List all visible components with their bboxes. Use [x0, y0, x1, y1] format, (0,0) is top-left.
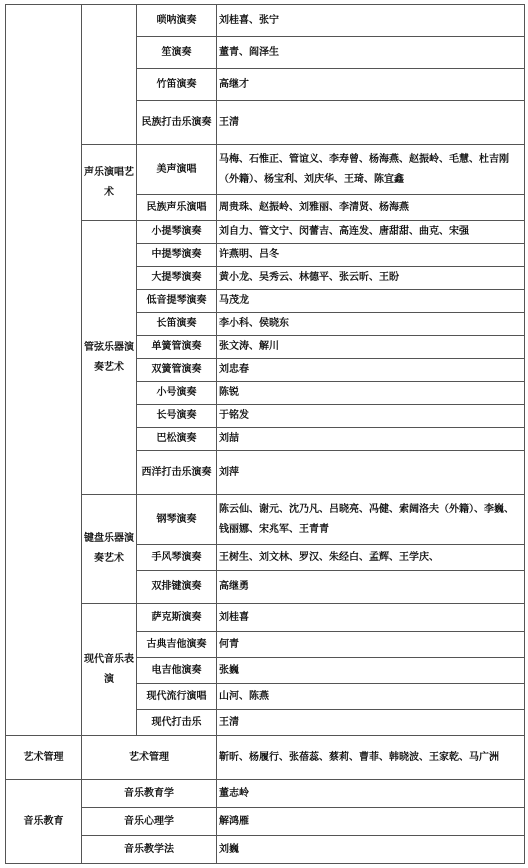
faculty-table	[5, 4, 525, 864]
sub-direction: 古典吉他演奏	[137, 632, 217, 658]
faculty-names: 黄小龙、吴秀云、林德平、张云昕、王盼	[217, 267, 525, 290]
faculty-names: 何青	[217, 632, 525, 658]
faculty-names: 解鸿雁	[217, 808, 525, 836]
faculty-names: 靳昕、杨履行、张蓓蕊、蔡莉、曹菲、韩晓波、王家乾、马广洲	[217, 736, 525, 780]
faculty-names: 高继勇	[217, 571, 525, 604]
faculty-names: 刘萍	[217, 451, 525, 495]
table-row	[6, 145, 525, 195]
table-row	[6, 604, 525, 632]
sub-direction: 双簧管演奏	[137, 359, 217, 382]
table-row	[6, 780, 525, 808]
faculty-names: 陈锐	[217, 382, 525, 405]
sub-direction: 现代流行演唱	[137, 684, 217, 710]
sub-direction: 单簧管演奏	[137, 336, 217, 359]
table-row	[6, 495, 525, 545]
faculty-names: 周贵珠、赵振岭、刘雅丽、李清贤、杨海燕	[217, 195, 525, 221]
faculty-names: 刘桂喜	[217, 604, 525, 632]
table-row	[6, 736, 525, 780]
faculty-names: 刘巍	[217, 836, 525, 864]
faculty-names: 陈云仙、谢元、沈乃凡、吕晓亮、冯健、索阔洛夫（外籍）、李巍、钱丽娜、宋兆军、王青青	[217, 495, 525, 545]
sub-direction: 现代打击乐	[137, 710, 217, 736]
faculty-names: 刘桂喜、张宁	[217, 5, 525, 37]
faculty-names: 山河、陈燕	[217, 684, 525, 710]
sub-direction: 音乐教学法	[82, 836, 217, 864]
sub-direction: 唢呐演奏	[137, 5, 217, 37]
faculty-names: 王清	[217, 101, 525, 145]
sub-direction: 钢琴演奏	[137, 495, 217, 545]
sub-direction: 西洋打击乐演奏	[137, 451, 217, 495]
faculty-names: 李小科、侯晓东	[217, 313, 525, 336]
table-row	[6, 221, 525, 244]
table-row	[6, 5, 525, 37]
group-vocal: 声乐演唱艺术	[82, 145, 137, 221]
sub-direction: 音乐教育学	[82, 780, 217, 808]
sub-direction: 音乐心理学	[82, 808, 217, 836]
faculty-names: 刘喆	[217, 428, 525, 451]
sub-direction: 艺术管理	[82, 736, 217, 780]
group-cell-empty	[82, 5, 137, 145]
sub-direction: 手风琴演奏	[137, 545, 217, 571]
sub-direction: 双排键演奏	[137, 571, 217, 604]
faculty-names: 王清	[217, 710, 525, 736]
sub-direction: 中提琴演奏	[137, 244, 217, 267]
faculty-names: 刘自力、管文宁、闵蕾吉、高连发、唐甜甜、曲克、宋强	[217, 221, 525, 244]
group-keyboard: 键盘乐器演奏艺术	[82, 495, 137, 604]
sub-direction: 民族声乐演唱	[137, 195, 217, 221]
sub-direction: 笙演奏	[137, 37, 217, 69]
table-row	[6, 808, 525, 836]
faculty-names: 张巍	[217, 658, 525, 684]
faculty-names: 马梅、石惟正、管谊义、李寿曾、杨海燕、赵振岭、毛慧、杜吉刚（外籍）、杨宝利、刘庆华、王琦、陈宜鑫	[217, 145, 525, 195]
sub-direction: 大提琴演奏	[137, 267, 217, 290]
group-orchestral: 管弦乐器演奏艺术	[82, 221, 137, 495]
sub-direction: 小号演奏	[137, 382, 217, 405]
sub-direction: 小提琴演奏	[137, 221, 217, 244]
sub-direction: 萨克斯演奏	[137, 604, 217, 632]
sub-direction: 长号演奏	[137, 405, 217, 428]
table-row	[6, 836, 525, 864]
major-education: 音乐教育	[6, 780, 82, 864]
major-management: 艺术管理	[6, 736, 82, 780]
sub-direction: 低音提琴演奏	[137, 290, 217, 313]
faculty-names: 高继才	[217, 69, 525, 101]
faculty-names: 董志岭	[217, 780, 525, 808]
sub-direction: 电吉他演奏	[137, 658, 217, 684]
sub-direction: 竹笛演奏	[137, 69, 217, 101]
faculty-names: 王树生、刘文林、罗汉、朱经白、孟辉、王学庆、	[217, 545, 525, 571]
faculty-names: 董青、阎泽生	[217, 37, 525, 69]
group-modern: 现代音乐表演	[82, 604, 137, 736]
major-cell-empty	[6, 5, 82, 736]
faculty-names: 于铭发	[217, 405, 525, 428]
sub-direction: 民族打击乐演奏	[137, 101, 217, 145]
sub-direction: 美声演唱	[137, 145, 217, 195]
faculty-names: 马茂龙	[217, 290, 525, 313]
faculty-names: 张文涛、解川	[217, 336, 525, 359]
faculty-names: 许燕明、吕冬	[217, 244, 525, 267]
faculty-names: 刘忠春	[217, 359, 525, 382]
sub-direction: 长笛演奏	[137, 313, 217, 336]
sub-direction: 巴松演奏	[137, 428, 217, 451]
